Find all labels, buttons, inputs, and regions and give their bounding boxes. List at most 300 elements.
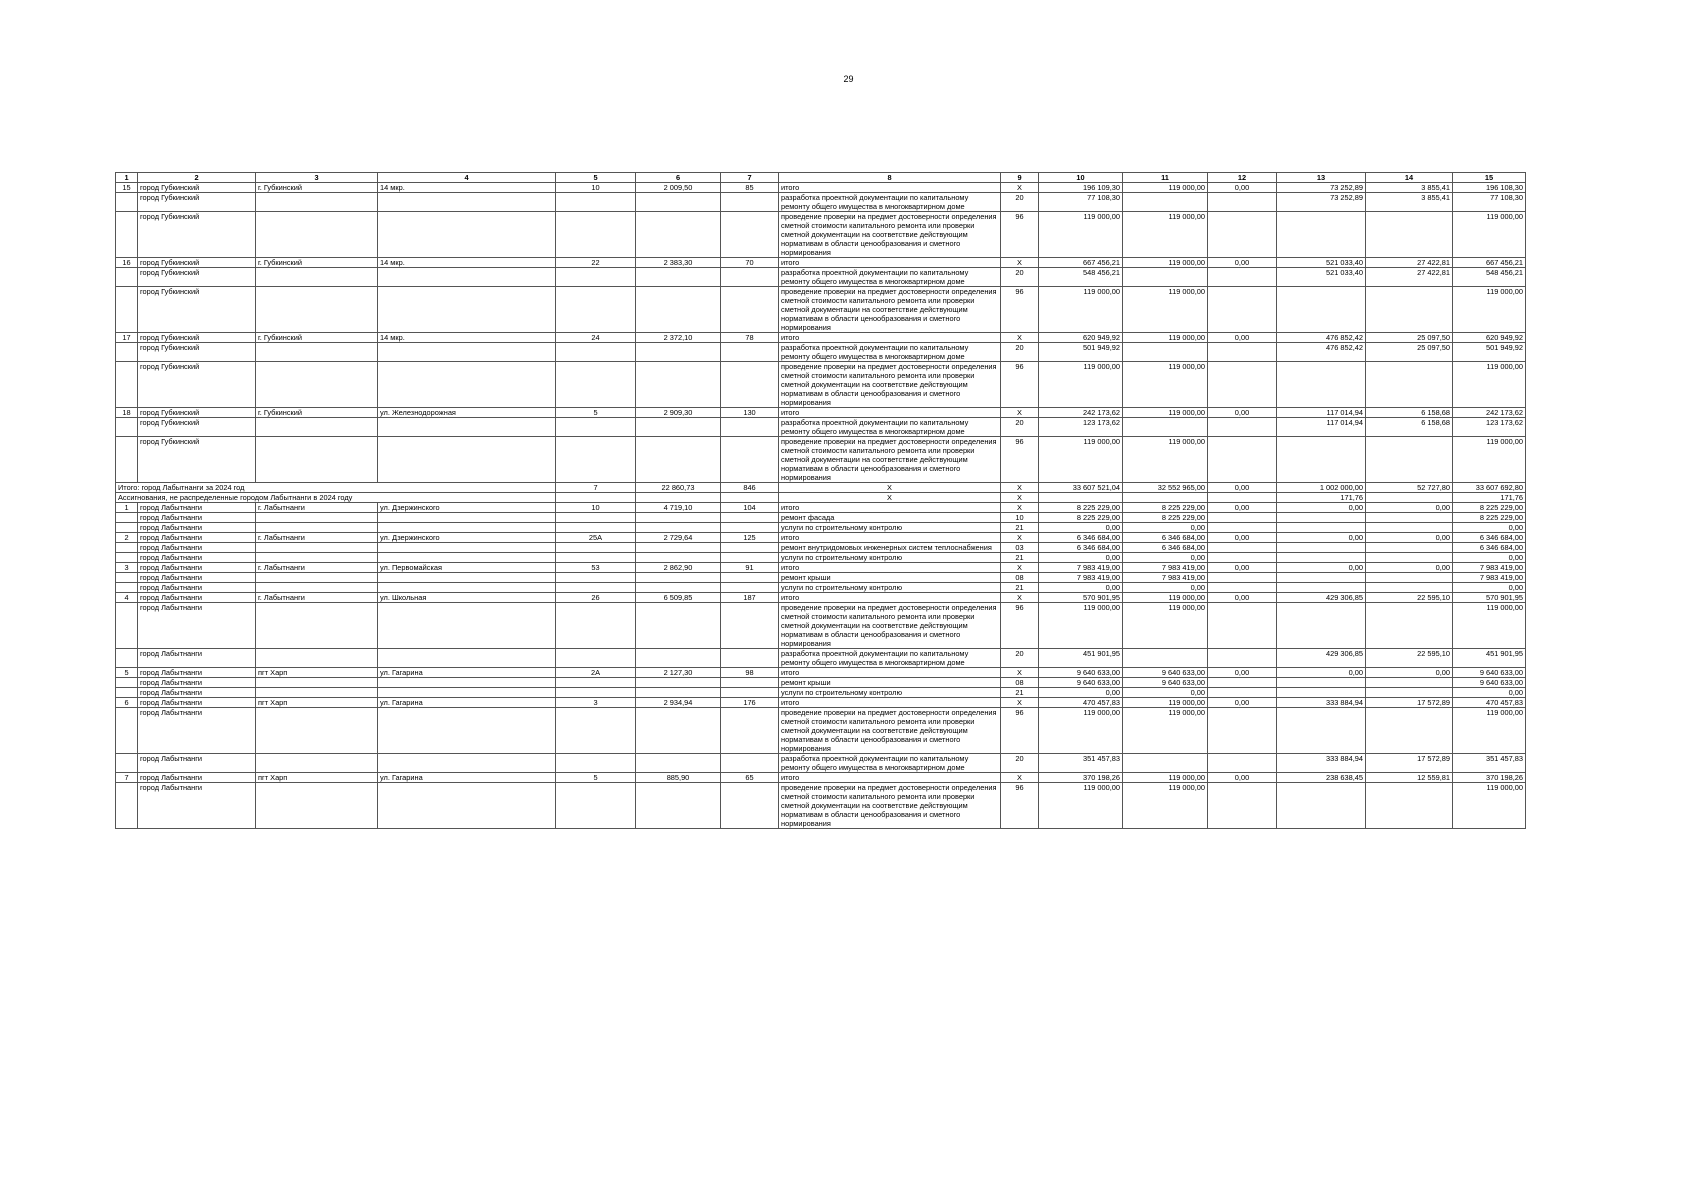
- table-cell: 9 640 633,00: [1453, 678, 1526, 688]
- table-cell: 0,00: [1039, 523, 1123, 533]
- table-cell: 12 559,81: [1366, 773, 1453, 783]
- table-cell: 501 949,92: [1453, 343, 1526, 362]
- table-cell: 2А: [556, 668, 636, 678]
- table-cell: [378, 603, 556, 649]
- table-cell: [636, 523, 721, 533]
- table-cell: 9 640 633,00: [1453, 668, 1526, 678]
- table-cell: [116, 193, 138, 212]
- table-cell: город Губкинский: [138, 193, 256, 212]
- table-cell: [721, 688, 779, 698]
- table-cell: 24: [556, 333, 636, 343]
- table-row: [116, 268, 1526, 287]
- table-cell: 7: [556, 483, 636, 493]
- table-cell: город Лабытнанги: [138, 583, 256, 593]
- table-cell: [256, 343, 378, 362]
- table-row: [116, 258, 1526, 268]
- table-cell: 119 000,00: [1039, 783, 1123, 829]
- table-cell: [556, 603, 636, 649]
- table-cell: [378, 362, 556, 408]
- table-cell: [378, 523, 556, 533]
- table-cell: пгт Харп: [256, 773, 378, 783]
- table-cell: [1208, 268, 1277, 287]
- table-cell: 333 884,94: [1277, 698, 1366, 708]
- table-cell: [1277, 603, 1366, 649]
- table-cell: проведение проверки на предмет достоверности определения сметной стоимости капитального ремонта или проверки сметной документации на соответствие действующим нормативам в области ценообразования и сметного нормирования: [779, 708, 1001, 754]
- table-cell: 667 456,21: [1453, 258, 1526, 268]
- table-cell: [636, 493, 721, 503]
- table-cell: [1208, 418, 1277, 437]
- table-cell: 119 000,00: [1123, 287, 1208, 333]
- table-cell: X: [1001, 333, 1039, 343]
- table-cell: [116, 268, 138, 287]
- table-cell: 476 852,42: [1277, 333, 1366, 343]
- table-cell: 0,00: [1123, 523, 1208, 533]
- table-row: [116, 688, 1526, 698]
- table-cell: 119 000,00: [1123, 183, 1208, 193]
- table-cell: 0,00: [1453, 688, 1526, 698]
- table-cell: [556, 573, 636, 583]
- table-cell: 10: [1001, 513, 1039, 523]
- table-cell: [1277, 553, 1366, 563]
- table-cell: 5: [116, 668, 138, 678]
- table-row: [116, 649, 1526, 668]
- table-cell: [636, 688, 721, 698]
- table-cell: разработка проектной документации по капитальному ремонту общего имущества в многоквартирном доме: [779, 418, 1001, 437]
- table-cell: [1366, 287, 1453, 333]
- table-cell: [116, 343, 138, 362]
- table-cell: 0,00: [1453, 523, 1526, 533]
- table-cell: 119 000,00: [1123, 593, 1208, 603]
- table-row: [116, 343, 1526, 362]
- table-cell: город Лабытнанги: [138, 563, 256, 573]
- table-cell: [1366, 523, 1453, 533]
- table-cell: г. Губкинский: [256, 258, 378, 268]
- table-cell: город Лабытнанги: [138, 523, 256, 533]
- table-cell: 7 983 419,00: [1039, 563, 1123, 573]
- table-cell: [378, 437, 556, 483]
- table-cell: 119 000,00: [1453, 708, 1526, 754]
- table-cell: 119 000,00: [1453, 287, 1526, 333]
- table-cell: 429 306,85: [1277, 593, 1366, 603]
- table-cell: 2: [116, 533, 138, 543]
- table-cell: [1123, 268, 1208, 287]
- table-cell: г. Лабытнанги: [256, 533, 378, 543]
- table-cell: X: [1001, 483, 1039, 493]
- table-cell: 52 727,80: [1366, 483, 1453, 493]
- table-cell: [636, 193, 721, 212]
- table-cell: г. Лабытнанги: [256, 563, 378, 573]
- table-cell: ул. Железнодорожная: [378, 408, 556, 418]
- table-cell: [1123, 418, 1208, 437]
- table-cell: 33 607 521,04: [1039, 483, 1123, 493]
- table-cell: [256, 553, 378, 563]
- table-cell: 7 983 419,00: [1453, 573, 1526, 583]
- table-cell: 117 014,94: [1277, 418, 1366, 437]
- table-cell: [721, 493, 779, 503]
- table-cell: X: [1001, 503, 1039, 513]
- table-cell: [636, 287, 721, 333]
- table-cell: 0,00: [1208, 258, 1277, 268]
- table-cell: пгт Харп: [256, 668, 378, 678]
- table-cell: [1039, 493, 1123, 503]
- table-cell: город Лабытнанги: [138, 754, 256, 773]
- table-cell: [256, 754, 378, 773]
- table-row: [116, 754, 1526, 773]
- table-cell: [1208, 343, 1277, 362]
- table-cell: услуги по строительному контролю: [779, 583, 1001, 593]
- table-cell: [116, 649, 138, 668]
- table-cell: [556, 754, 636, 773]
- table-cell: 333 884,94: [1277, 754, 1366, 773]
- table-cell: 0,00: [1208, 698, 1277, 708]
- table-cell: [256, 603, 378, 649]
- table-cell: 187: [721, 593, 779, 603]
- table-cell: [721, 783, 779, 829]
- table-cell: [721, 268, 779, 287]
- table-cell: разработка проектной документации по капитальному ремонту общего имущества в многоквартирном доме: [779, 343, 1001, 362]
- table-cell: 8 225 229,00: [1453, 503, 1526, 513]
- table-cell: X: [1001, 408, 1039, 418]
- table-cell: 22 860,73: [636, 483, 721, 493]
- table-cell: 8 225 229,00: [1039, 503, 1123, 513]
- table-cell: 451 901,95: [1453, 649, 1526, 668]
- table-cell: [1277, 212, 1366, 258]
- table-cell: г. Губкинский: [256, 333, 378, 343]
- table-cell: [378, 583, 556, 593]
- table-cell: 119 000,00: [1123, 603, 1208, 649]
- table-row: [116, 563, 1526, 573]
- table-cell: проведение проверки на предмет достоверности определения сметной стоимости капитального ремонта или проверки сметной документации на соответствие действующим нормативам в области ценообразования и сметного нормирования: [779, 362, 1001, 408]
- table-cell: 6 346 684,00: [1039, 543, 1123, 553]
- summary-label: Итого: город Лабытнанги за 2024 год: [116, 483, 556, 493]
- table-cell: [721, 418, 779, 437]
- table-cell: 125: [721, 533, 779, 543]
- table-cell: 2 909,30: [636, 408, 721, 418]
- table-row: [116, 573, 1526, 583]
- table-cell: город Лабытнанги: [138, 603, 256, 649]
- table-cell: [378, 708, 556, 754]
- table-cell: [636, 649, 721, 668]
- table-cell: [1208, 649, 1277, 668]
- table-cell: 96: [1001, 437, 1039, 483]
- table-cell: [1208, 493, 1277, 503]
- table-cell: 2 934,94: [636, 698, 721, 708]
- page-number: 29: [843, 74, 854, 84]
- table-cell: 123 173,62: [1039, 418, 1123, 437]
- table-cell: X: [1001, 668, 1039, 678]
- table-cell: [1208, 437, 1277, 483]
- table-cell: город Лабытнанги: [138, 688, 256, 698]
- table-cell: 119 000,00: [1453, 603, 1526, 649]
- table-cell: 18: [116, 408, 138, 418]
- table-cell: 65: [721, 773, 779, 783]
- table-cell: [1277, 437, 1366, 483]
- table-cell: 0,00: [1277, 668, 1366, 678]
- table-cell: 6 346 684,00: [1039, 533, 1123, 543]
- column-header: 15: [1453, 173, 1526, 183]
- column-header: 3: [256, 173, 378, 183]
- table-cell: [256, 573, 378, 583]
- column-header: 14: [1366, 173, 1453, 183]
- table-cell: 0,00: [1208, 183, 1277, 193]
- table-cell: [1366, 493, 1453, 503]
- table-cell: ремонт внутридомовых инженерных систем теплоснабжения: [779, 543, 1001, 553]
- table-cell: [556, 583, 636, 593]
- table-cell: [1123, 649, 1208, 668]
- table-cell: 08: [1001, 573, 1039, 583]
- table-cell: 119 000,00: [1123, 362, 1208, 408]
- table-cell: 176: [721, 698, 779, 708]
- table-cell: [1208, 287, 1277, 333]
- table-cell: [721, 523, 779, 533]
- table-cell: [721, 754, 779, 773]
- table-row: [116, 193, 1526, 212]
- table-cell: [116, 783, 138, 829]
- table-cell: [378, 754, 556, 773]
- table-cell: 0,00: [1366, 533, 1453, 543]
- table-cell: [116, 362, 138, 408]
- table-cell: 0,00: [1277, 563, 1366, 573]
- table-cell: 570 901,95: [1039, 593, 1123, 603]
- table-cell: [721, 649, 779, 668]
- table-cell: [636, 603, 721, 649]
- table-cell: 0,00: [1208, 563, 1277, 573]
- table-cell: 171,76: [1277, 493, 1366, 503]
- table-cell: [556, 783, 636, 829]
- table-cell: 119 000,00: [1039, 603, 1123, 649]
- summary-label: Ассигнования, не распределенные городом Лабытнанги в 2024 году: [116, 493, 556, 503]
- table-cell: 16: [116, 258, 138, 268]
- table-cell: [1277, 583, 1366, 593]
- table-cell: итого: [779, 503, 1001, 513]
- table-row: [116, 212, 1526, 258]
- table-cell: X: [1001, 593, 1039, 603]
- table-cell: [116, 523, 138, 533]
- table-cell: 0,00: [1366, 563, 1453, 573]
- table-cell: 370 198,26: [1453, 773, 1526, 783]
- table-cell: [636, 362, 721, 408]
- table-cell: 470 457,83: [1039, 698, 1123, 708]
- table-cell: ул. Гагарина: [378, 773, 556, 783]
- table-cell: 104: [721, 503, 779, 513]
- table-cell: [378, 418, 556, 437]
- table-cell: 0,00: [1123, 553, 1208, 563]
- table-cell: 470 457,83: [1453, 698, 1526, 708]
- table-cell: [636, 754, 721, 773]
- table-cell: [256, 287, 378, 333]
- table-cell: 78: [721, 333, 779, 343]
- table-cell: итого: [779, 533, 1001, 543]
- table-cell: [721, 583, 779, 593]
- table-cell: 3 855,41: [1366, 193, 1453, 212]
- table-cell: 8 225 229,00: [1453, 513, 1526, 523]
- table-cell: 17 572,89: [1366, 754, 1453, 773]
- table-cell: ремонт фасада: [779, 513, 1001, 523]
- table-cell: [1208, 523, 1277, 533]
- table-cell: 119 000,00: [1123, 698, 1208, 708]
- table-cell: [721, 437, 779, 483]
- table-cell: [116, 543, 138, 553]
- table-cell: 1: [116, 503, 138, 513]
- table-cell: X: [1001, 533, 1039, 543]
- table-cell: 53: [556, 563, 636, 573]
- table-cell: [556, 362, 636, 408]
- table-cell: 7 983 419,00: [1123, 563, 1208, 573]
- table-cell: 3 855,41: [1366, 183, 1453, 193]
- table-cell: 0,00: [1208, 593, 1277, 603]
- table-cell: итого: [779, 333, 1001, 343]
- table-cell: город Губкинский: [138, 258, 256, 268]
- table-row: [116, 503, 1526, 513]
- table-cell: ул. Первомайская: [378, 563, 556, 573]
- table-cell: 117 014,94: [1277, 408, 1366, 418]
- table-cell: г. Губкинский: [256, 183, 378, 193]
- table-cell: [256, 783, 378, 829]
- table-cell: [556, 678, 636, 688]
- table-cell: 21: [1001, 688, 1039, 698]
- table-cell: [378, 678, 556, 688]
- table-cell: город Губкинский: [138, 183, 256, 193]
- table-cell: 885,90: [636, 773, 721, 783]
- table-cell: 73 252,89: [1277, 183, 1366, 193]
- table-cell: 27 422,81: [1366, 258, 1453, 268]
- table-cell: [116, 603, 138, 649]
- table-cell: проведение проверки на предмет достоверности определения сметной стоимости капитального ремонта или проверки сметной документации на соответствие действующим нормативам в области ценообразования и сметного нормирования: [779, 437, 1001, 483]
- table-cell: 0,00: [1123, 688, 1208, 698]
- column-header: 11: [1123, 173, 1208, 183]
- table-cell: 03: [1001, 543, 1039, 553]
- table-cell: [378, 783, 556, 829]
- table-cell: 1 002 000,00: [1277, 483, 1366, 493]
- table-cell: город Губкинский: [138, 437, 256, 483]
- column-header: 7: [721, 173, 779, 183]
- table-cell: пгт Харп: [256, 698, 378, 708]
- table-cell: 119 000,00: [1123, 783, 1208, 829]
- table-cell: [256, 362, 378, 408]
- table-cell: [378, 573, 556, 583]
- table-cell: [1277, 688, 1366, 698]
- table-cell: [721, 678, 779, 688]
- table-cell: [721, 603, 779, 649]
- table-cell: ул. Гагарина: [378, 668, 556, 678]
- table-cell: [636, 783, 721, 829]
- table-cell: 119 000,00: [1123, 333, 1208, 343]
- table-row: [116, 593, 1526, 603]
- table-cell: 77 108,30: [1453, 193, 1526, 212]
- table-row: [116, 183, 1526, 193]
- table-row: [116, 583, 1526, 593]
- table-cell: [1366, 583, 1453, 593]
- table-cell: 6 346 684,00: [1123, 533, 1208, 543]
- table-cell: 119 000,00: [1453, 437, 1526, 483]
- table-cell: [556, 493, 636, 503]
- table-cell: [1366, 362, 1453, 408]
- table-cell: [1366, 678, 1453, 688]
- table-row: [116, 678, 1526, 688]
- table-cell: 0,00: [1277, 503, 1366, 513]
- table-cell: [116, 678, 138, 688]
- table-cell: [378, 268, 556, 287]
- table-cell: [116, 212, 138, 258]
- table-cell: [721, 573, 779, 583]
- table-cell: итого: [779, 258, 1001, 268]
- table-cell: 7: [116, 773, 138, 783]
- table-cell: [1366, 688, 1453, 698]
- table-cell: 6 158,68: [1366, 418, 1453, 437]
- table-cell: 8 225 229,00: [1039, 513, 1123, 523]
- table-cell: 14 мкр.: [378, 183, 556, 193]
- table-cell: город Лабытнанги: [138, 553, 256, 563]
- program-table: [115, 172, 1526, 829]
- table-cell: 119 000,00: [1039, 212, 1123, 258]
- table-cell: 20: [1001, 418, 1039, 437]
- table-cell: 119 000,00: [1123, 408, 1208, 418]
- table-cell: разработка проектной документации по капитальному ремонту общего имущества в многоквартирном доме: [779, 754, 1001, 773]
- table-cell: услуги по строительному контролю: [779, 523, 1001, 533]
- table-cell: 33 607 692,80: [1453, 483, 1526, 493]
- table-cell: [1208, 678, 1277, 688]
- table-cell: [721, 287, 779, 333]
- table-cell: 73 252,89: [1277, 193, 1366, 212]
- summary-row: [116, 493, 1526, 503]
- table-cell: [116, 513, 138, 523]
- table-cell: [116, 754, 138, 773]
- table-cell: [556, 543, 636, 553]
- table-cell: 6: [116, 698, 138, 708]
- table-cell: 119 000,00: [1039, 287, 1123, 333]
- table-cell: 0,00: [1366, 503, 1453, 513]
- table-cell: 4: [116, 593, 138, 603]
- table-cell: итого: [779, 408, 1001, 418]
- table-cell: [1366, 573, 1453, 583]
- table-cell: 70: [721, 258, 779, 268]
- table-cell: [1208, 362, 1277, 408]
- table-row: [116, 603, 1526, 649]
- table-cell: [1277, 708, 1366, 754]
- table-cell: город Губкинский: [138, 287, 256, 333]
- table-cell: город Лабытнанги: [138, 649, 256, 668]
- table-cell: [556, 437, 636, 483]
- table-cell: разработка проектной документации по капитальному ремонту общего имущества в многоквартирном доме: [779, 268, 1001, 287]
- table-cell: 20: [1001, 343, 1039, 362]
- table-cell: [1277, 678, 1366, 688]
- table-cell: 171,76: [1453, 493, 1526, 503]
- table-cell: город Лабытнанги: [138, 773, 256, 783]
- table-cell: [1366, 553, 1453, 563]
- table-cell: 10: [556, 503, 636, 513]
- table-cell: итого: [779, 773, 1001, 783]
- column-header: 5: [556, 173, 636, 183]
- table-cell: 14 мкр.: [378, 258, 556, 268]
- table-cell: 196 109,30: [1039, 183, 1123, 193]
- table-cell: [378, 343, 556, 362]
- table-cell: [1208, 543, 1277, 553]
- table-cell: 0,00: [1208, 503, 1277, 513]
- table-cell: [556, 287, 636, 333]
- table-cell: [636, 543, 721, 553]
- table-cell: 0,00: [1123, 583, 1208, 593]
- table-cell: 370 198,26: [1039, 773, 1123, 783]
- table-cell: 20: [1001, 193, 1039, 212]
- table-cell: X: [779, 493, 1001, 503]
- table-cell: город Губкинский: [138, 418, 256, 437]
- table-cell: ул. Школьная: [378, 593, 556, 603]
- table-cell: 6 346 684,00: [1123, 543, 1208, 553]
- table-cell: 4 719,10: [636, 503, 721, 513]
- table-cell: [556, 553, 636, 563]
- summary-row: [116, 483, 1526, 493]
- table-row: [116, 287, 1526, 333]
